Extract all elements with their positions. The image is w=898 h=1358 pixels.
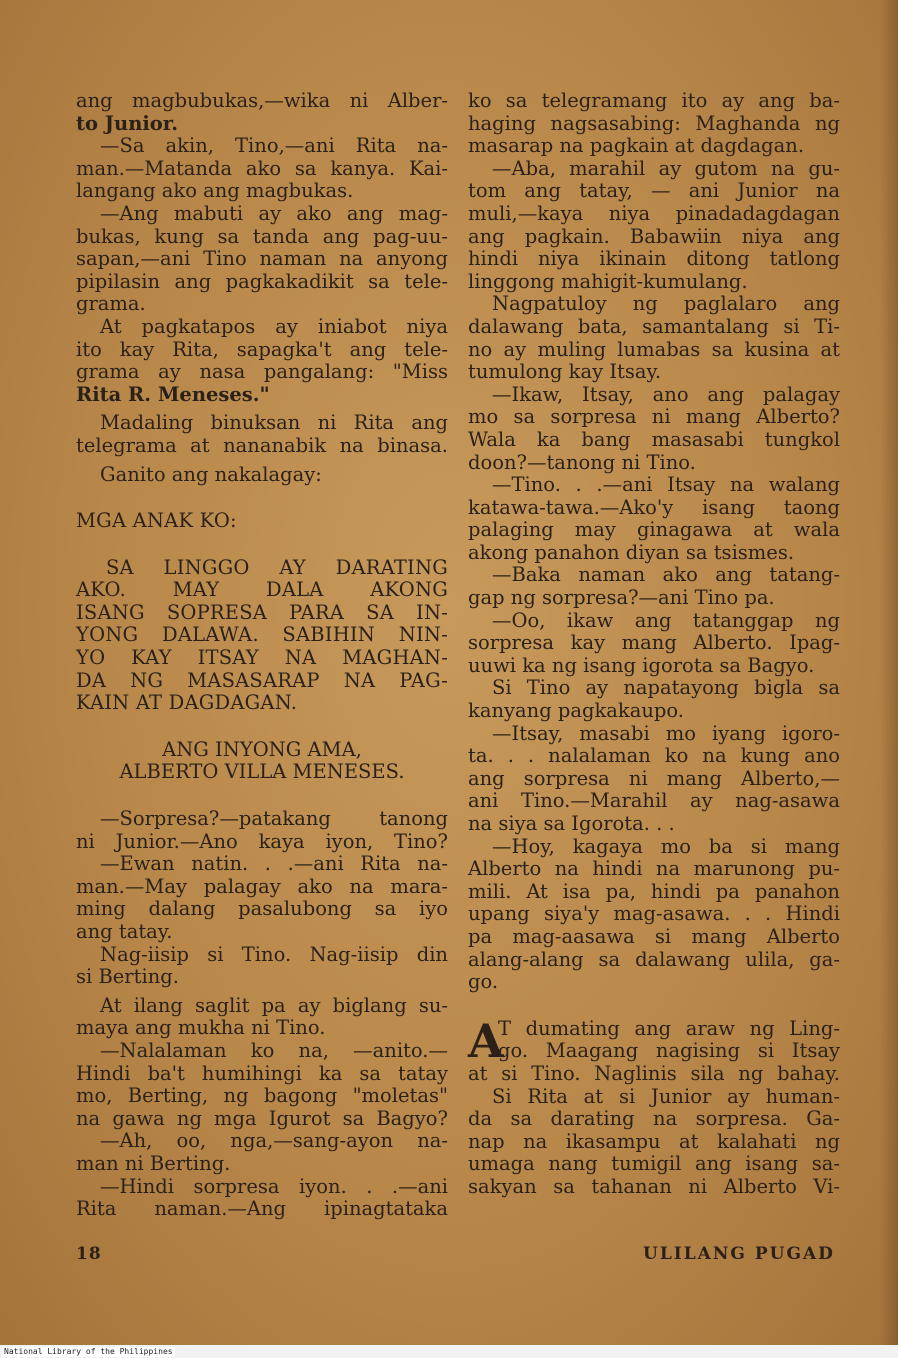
telegram-line: ISANG SOPRESA PARA SA IN-: [76, 600, 448, 624]
text-line: man.—Matanda ako sa kanya. Kai-: [76, 156, 448, 180]
text-line: grama ay nasa pangalang: "Miss: [76, 360, 448, 384]
text-line: no ay muling lumabas sa kusina at: [468, 337, 840, 361]
text-line: Madaling binuksan ni Rita ang: [100, 411, 448, 435]
telegram-signature-line: ALBERTO VILLA MENESES.: [119, 760, 405, 784]
telegram-line: YO KAY ITSAY NA MAGHAN-: [76, 646, 448, 670]
text-line: uuwi ka ng isang igorota sa Bagyo.: [468, 653, 815, 677]
text-line: —Oo, ikaw ang tatanggap ng: [492, 608, 840, 632]
telegram-line: DA NG MASASARAP NA PAG-: [76, 668, 448, 692]
text-line: Si Tino ay napatayong bigla sa: [492, 676, 840, 700]
text-line: sakyan sa tahanan ni Alberto Vi-: [468, 1174, 840, 1198]
text-line: ang sorpresa ni mang Alberto,—: [468, 766, 840, 790]
text-line: ang tatay.: [76, 920, 173, 943]
text-line: at si Tino. Naglinis sila ng bahay.: [468, 1061, 840, 1085]
text-line: man.—May palagay ako na mara-: [76, 874, 448, 898]
text-line: Wala ka bang masasabi tungkol: [468, 427, 840, 451]
text-line: mo sa sorpresa ni mang Alberto?: [468, 405, 840, 429]
left-text-column: [76, 90, 448, 1221]
text-line: ang magbubukas,—wika ni Alber-: [76, 89, 448, 112]
text-line: sapan,—ani Tino naman na anyong: [76, 247, 448, 271]
text-line: mili. At isa pa, hindi pa panahon: [468, 879, 840, 903]
text-line: ang pagkain. Babawiin niya ang: [468, 224, 840, 248]
text-line: Si Rita at si Junior ay human-: [492, 1084, 840, 1108]
text-line: Hindi ba't humihingi ka sa tatay: [76, 1061, 448, 1085]
text-line: ito kay Rita, sapagka't ang tele-: [76, 337, 448, 361]
text-line: muli,—kaya niya pinadadagdagan: [468, 201, 840, 225]
text-line: hindi niya ikinain ditong tatlong: [468, 247, 840, 271]
text-line: —Ang mabuti ay ako ang mag-: [100, 201, 448, 225]
telegram-signature-line: ANG INYONG AMA,: [162, 737, 362, 761]
text-line: nap na ikasampu at kalahati ng: [468, 1129, 840, 1153]
text-line: gap ng sorpresa?—ani Tino pa.: [468, 586, 775, 610]
text-line: —Baka naman ako ang tatang-: [492, 563, 840, 587]
page-edge-shadow: [880, 0, 898, 1358]
library-watermark: National Library of the Philippines: [4, 1347, 173, 1356]
text-line: Nag-iisip si Tino. Nag-iisip din: [100, 942, 448, 966]
text-line: Rita naman.—Ang ipinagtataka: [76, 1197, 448, 1221]
text-line: pa mag-aasawa si mang Alberto: [468, 924, 840, 948]
text-line: —Hindi sorpresa iyon. . .—ani: [100, 1174, 448, 1198]
text-line: grama.: [76, 292, 146, 316]
text-line: linggong mahigit-kumulang.: [468, 269, 748, 293]
right-text-column: [468, 90, 840, 1199]
text-line: ko sa telegramang ito ay ang ba-: [468, 89, 840, 112]
text-line: —Nalalaman ko na, —anito.—: [100, 1038, 448, 1062]
telegram-salutation: MGA ANAK KO:: [76, 509, 237, 533]
text-line: ta. . . nalalaman ko na kung ano: [468, 744, 840, 768]
telegram-line: SA LINGGO AY DARATING: [106, 555, 448, 579]
text-line: Alberto na hindi na marunong pu-: [468, 857, 840, 881]
text-line: upang siya'y mag-asawa. . . Hindi: [468, 902, 840, 926]
text-line: ani Tino.—Marahil ay nag-asawa: [468, 789, 840, 813]
text-line: —Ikaw, Itsay, ano ang palagay: [492, 382, 840, 406]
text-line: go. Maagang nagising si Itsay: [498, 1039, 840, 1063]
text-line: ni Junior.—Ano kaya iyon, Tino?: [76, 829, 448, 853]
text-line: pipilasin ang pagkakadikit sa tele-: [76, 269, 448, 293]
text-line: go.: [468, 970, 499, 994]
text-line: palaging may ginagawa at wala: [468, 518, 840, 542]
text-line: —Itsay, masabi mo iyang igoro-: [492, 721, 840, 745]
text-line: haging nagsasabing: Maghanda ng: [468, 111, 840, 135]
text-line: da sa darating na sorpresa. Ga-: [468, 1107, 840, 1131]
section-opening: [468, 1013, 840, 1199]
text-line: sorpresa kay mang Alberto. Ipag-: [468, 631, 840, 655]
text-line: kanyang pagkakaupo.: [468, 699, 684, 723]
text-line: T dumating ang araw ng Ling-: [498, 1016, 840, 1040]
text-line: bukas, kung sa tanda ang pag-uu-: [76, 224, 448, 248]
text-line: —Ah, oo, nga,—sang-ayon na-: [100, 1129, 448, 1153]
text-line: —Sorpresa?—patakang tanong: [100, 807, 448, 831]
text-line: na siya sa Igorota. . .: [468, 812, 675, 835]
text-line: ming dalang pasalubong sa iyo: [76, 897, 448, 921]
text-line: At pagkatapos ay iniabot niya: [100, 314, 448, 338]
text-line: man ni Berting.: [76, 1151, 231, 1175]
text-line: akong panahon diyan sa tsismes.: [468, 540, 795, 564]
telegram-line: YONG DALAWA. SABIHIN NIN-: [76, 623, 448, 647]
telegram-line: AKO. MAY DALA AKONG: [76, 578, 448, 602]
running-title: ULILANG PUGAD: [643, 1244, 835, 1264]
telegram-body: [76, 557, 448, 715]
text-line: katawa-tawa.—Ako'y isang taong: [468, 495, 840, 519]
telegram-line: KAIN AT DAGDAGAN.: [76, 691, 298, 715]
text-line: langang ako ang magbukas.: [76, 179, 354, 203]
text-line: to Junior.: [76, 111, 179, 135]
drop-cap: A: [468, 1013, 504, 1068]
text-line: umaga nang tumigil ang isang sa-: [468, 1152, 840, 1176]
text-line: —Hoy, kagaya mo ba si mang: [492, 834, 840, 858]
text-line: mo, Berting, ng bagong "moletas": [76, 1084, 448, 1108]
text-line: Nagpatuloy ng paglalaro ang: [492, 292, 840, 316]
text-line: —Aba, marahil ay gutom na gu-: [492, 156, 840, 180]
text-line: alang-alang sa dalawang ulila, ga-: [468, 947, 840, 971]
text-line: doon?—tanong ni Tino.: [468, 450, 696, 474]
page-number: 18: [76, 1244, 102, 1264]
text-line: na gawa ng mga Igurot sa Bagyo?: [76, 1106, 448, 1130]
text-line: Rita R. Meneses.": [76, 382, 270, 406]
text-line: —Ewan natin. . .—ani Rita na-: [100, 852, 448, 876]
text-line: tumulong kay Itsay.: [468, 360, 662, 384]
text-line: Ganito ang nakalagay:: [100, 462, 322, 486]
text-line: telegrama at nananabik na binasa.: [76, 433, 448, 457]
text-line: —Sa akin, Tino,—ani Rita na-: [100, 134, 448, 158]
text-line: si Berting.: [76, 965, 179, 989]
text-line: maya ang mukha ni Tino.: [76, 1016, 326, 1040]
text-line: dalawang bata, samantalang si Ti-: [468, 314, 840, 338]
text-line: masarap na pagkain at dagdagan.: [468, 134, 805, 158]
text-line: tom ang tatay, — ani Junior na: [468, 179, 840, 203]
text-line: —Tino. . .—ani Itsay na walang: [492, 473, 840, 497]
text-line: At ilang saglit pa ay biglang su-: [100, 993, 448, 1017]
